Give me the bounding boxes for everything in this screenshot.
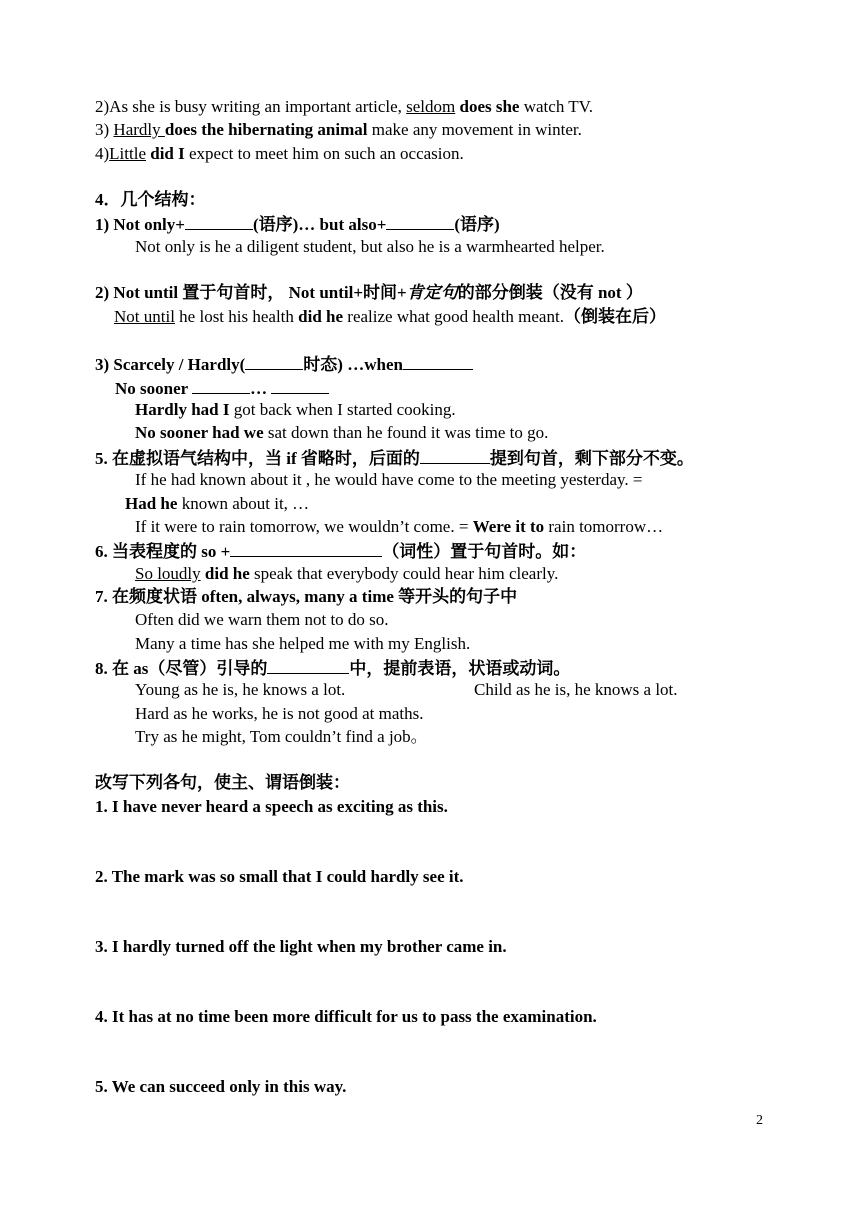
text: （词性）置于句首时。如： <box>382 542 587 561</box>
fill-in-blank <box>185 212 253 230</box>
section-7-example-1: Often did we warn them not to do so. <box>135 610 389 629</box>
structure-3-example-1 <box>135 399 456 421</box>
underlined-text: So loudly <box>135 564 201 583</box>
fill-in-blank <box>267 656 349 674</box>
structure-1-example: Not only is he a diligent student, but also he is a warmhearted helper. <box>135 237 605 256</box>
section-6-example <box>135 563 558 585</box>
text: If it were to rain tomorrow, we wouldn’t come. = <box>135 517 473 536</box>
structure-2-heading <box>95 282 643 304</box>
bold-text: Were it to <box>472 517 545 536</box>
text: 4) <box>95 144 110 163</box>
structure-3-heading <box>95 352 473 376</box>
text: 提到句首，剩下部分不变。 <box>489 449 694 468</box>
bold-text: Hardly had I <box>135 400 230 419</box>
text: 5. <box>95 449 108 468</box>
bold-text: did he <box>298 307 344 326</box>
section-8-example-1a: Young as he is, he knows a lot. <box>135 680 346 699</box>
line-example-2 <box>95 96 593 118</box>
section-5-example-1: If he had known about it , he would have come to the meeting yesterday. = <box>135 470 643 489</box>
text: 1) Not only+ <box>95 215 185 234</box>
exercise-question-4: 4. It has at no time been more difficult for us to pass the examination. <box>95 1007 597 1026</box>
page-number: 2 <box>756 1113 763 1128</box>
text: 3) <box>95 120 114 139</box>
section-8-example-3: Try as he might, Tom couldn’t find a job。 <box>135 727 428 746</box>
underlined-text: Hardly <box>113 120 165 139</box>
fill-in-blank <box>245 352 303 370</box>
section-8-example-1b: Child as he is, he knows a lot. <box>474 680 678 699</box>
text: watch TV. <box>519 97 593 116</box>
fill-in-blank <box>403 352 473 370</box>
bold-text: 的部分倒装（没有 not ） <box>457 283 643 302</box>
underlined-text: Little <box>109 144 146 163</box>
line-example-3 <box>95 119 582 141</box>
text: 2)As she is busy writing an important article, <box>95 97 407 116</box>
bold-text: （倒装在后） <box>563 307 666 326</box>
section-6-heading <box>95 539 586 563</box>
exercise-question-5: 5. We can succeed only in this way. <box>95 1077 347 1096</box>
bold-text: 2) Not until <box>95 283 183 302</box>
text: 6. 当表程度的 so + <box>95 542 231 561</box>
text: he lost his health <box>174 307 299 326</box>
text: rain tomorrow… <box>544 517 664 536</box>
bold-text: does she <box>459 97 520 116</box>
section-5-example-1b <box>125 493 309 515</box>
text: 3) Scarcely / Hardly( <box>95 355 246 374</box>
text: (语序)… but also+ <box>252 215 387 234</box>
exercise-question-3: 3. I hardly turned off the light when my brother came in. <box>95 937 507 956</box>
structure-1-heading <box>95 212 500 236</box>
bold-text: Had he <box>125 494 178 513</box>
bold-text: did I <box>146 144 185 163</box>
text: No sooner <box>115 379 193 398</box>
text: 8. 在 as（尽管）引导的 <box>95 659 268 678</box>
structure-2-example <box>114 306 666 328</box>
underlined-text: seldom <box>406 97 456 116</box>
text: … <box>250 379 272 398</box>
line-example-4 <box>95 143 464 165</box>
section-7-heading: 7. 在频度状语 often, always, many a time 等开头的句子中 <box>95 587 518 606</box>
fill-in-blank <box>386 212 454 230</box>
bold-text: did he <box>200 564 250 583</box>
section-7-example-2: Many a time has she helped me with my English. <box>135 634 471 653</box>
bold-text: 置于句首时， <box>182 283 289 302</box>
section-8-example-2: Hard as he works, he is not good at maths. <box>135 704 424 723</box>
fill-in-blank <box>192 376 250 394</box>
text: make any movement in winter. <box>367 120 582 139</box>
exercise-title: 改写下列各句，使主、谓语倒装： <box>95 773 350 792</box>
exercise-question-2: 2. The mark was so small that I could hardly see it. <box>95 867 464 886</box>
text: 中，提前表语，状语或动词。 <box>349 659 571 678</box>
text: (语序) <box>454 215 500 234</box>
text: speak that everybody could hear him clearly. <box>249 564 559 583</box>
section-8-heading <box>95 656 570 680</box>
section-5-example-2 <box>135 516 663 538</box>
text: known about it, … <box>177 494 310 513</box>
fill-in-blank <box>271 376 329 394</box>
text: expect to meet him on such an occasion. <box>184 144 464 163</box>
fill-in-blank <box>420 446 490 464</box>
bold-text: No sooner had we <box>135 423 264 442</box>
structure-3-heading-b <box>115 376 329 400</box>
text: 时态) …when <box>303 355 403 374</box>
underlined-text: Not until <box>114 307 175 326</box>
italic-text: 肯定句 <box>406 283 458 302</box>
bold-text: Not until+时间+ <box>288 283 407 302</box>
structure-3-example-2 <box>135 422 548 444</box>
fill-in-blank <box>230 539 382 557</box>
section-5-heading <box>95 446 694 470</box>
exercise-question-1: 1. I have never heard a speech as exciting as this. <box>95 797 448 816</box>
text: 在虚拟语气结构中，当 if 省略时，后面的 <box>107 449 420 468</box>
text: realize what good health meant. <box>343 307 564 326</box>
section-4-title: 4．几个结构： <box>95 190 206 209</box>
text: got back when I started cooking. <box>229 400 456 419</box>
bold-text: does the hibernating animal <box>164 120 368 139</box>
text: sat down than he found it was time to go. <box>263 423 549 442</box>
